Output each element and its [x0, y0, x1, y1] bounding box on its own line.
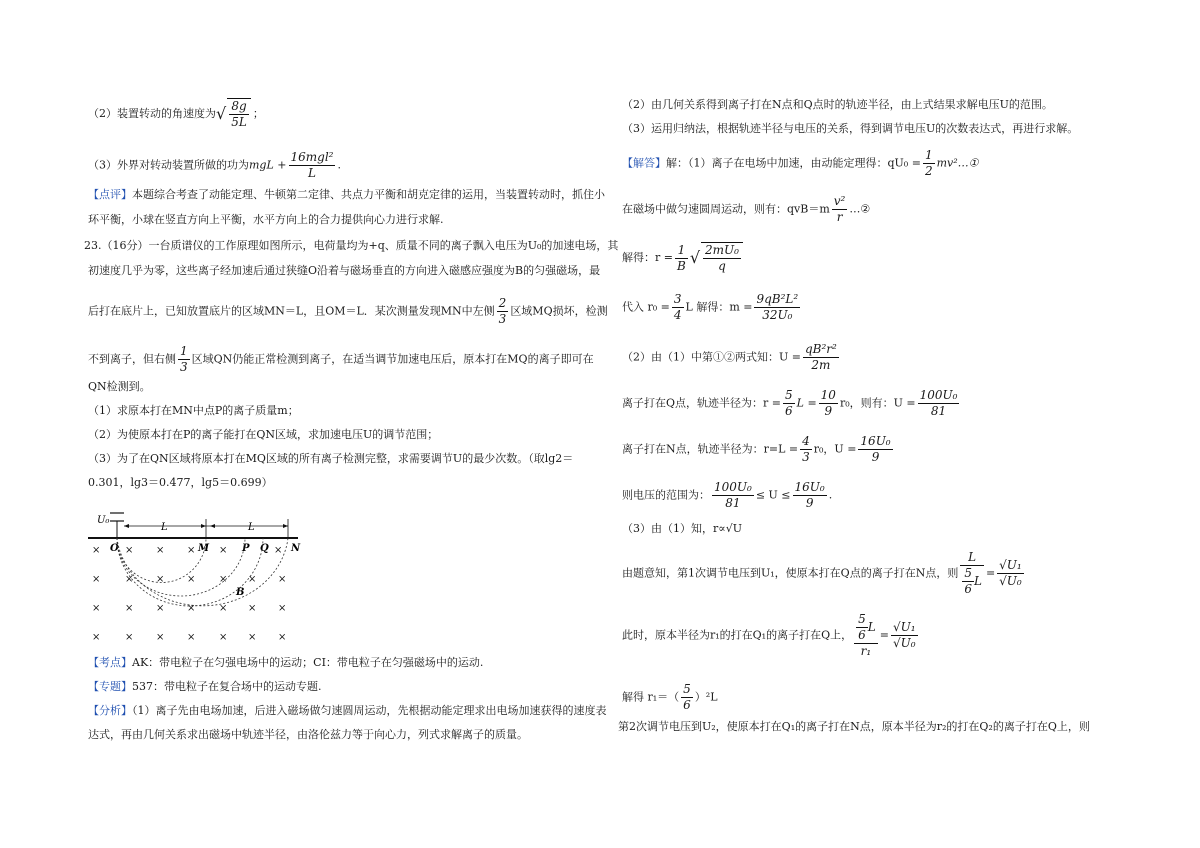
point-m-label: M: [198, 543, 210, 554]
zhuanti-line: [88, 680, 322, 694]
svg-text:×: ×: [156, 603, 165, 614]
fenxi-text-1: （1）离子先由电场加速，后进入磁场做匀速圆周运动，先根据动能定理求出电场加速获得的速度表: [132, 704, 607, 717]
svg-text:×: ×: [187, 632, 196, 643]
svg-text:×: ×: [125, 545, 134, 556]
zhuanti-tag: 【专题】: [88, 680, 132, 693]
review-line-2: [88, 213, 444, 227]
svg-text:×: ×: [125, 603, 134, 614]
svg-text:×: ×: [278, 632, 287, 643]
eq-4-text-b: L 解得：m =: [685, 300, 753, 314]
answer-3-label: （3）外界对转动装置所做的功为: [88, 158, 249, 172]
svg-text:×: ×: [92, 574, 101, 585]
eq-7-frac-a: $\frac{4}{3}$: [802, 434, 810, 464]
eq-2-frac: $\frac{\text{v²}}{r}$: [833, 194, 846, 224]
eq-7-text-b: r₀，U =: [813, 442, 857, 456]
analysis-text-2: （2）由几何关系得到离子打在N点和Q点时的轨迹半径，由上式结果求解电压U的范围。: [622, 98, 1053, 111]
svg-text:×: ×: [125, 632, 134, 643]
eq-5-frac: $\frac{\text{qB²r²}}{2m}$: [804, 342, 837, 372]
solution-eq-10: [622, 550, 1026, 597]
sub-question-3-text-1: （3）为了在QN区域将原本打在MQ区域的所有离子检测完整，求需要调节U的最少次数。（取lg2＝: [88, 452, 574, 465]
svg-text:×: ×: [92, 545, 101, 556]
svg-text:×: ×: [156, 545, 165, 556]
answer-2-label: （2）装置转动的角速度为: [88, 107, 216, 120]
svg-text:×: ×: [274, 545, 283, 556]
eq-8-text-b: ≤ U ≤: [755, 488, 791, 502]
solution-eq-5: [622, 342, 841, 373]
eq-3-sqrt: $\frac{\text{2mU₀}}{q}$: [701, 242, 743, 274]
answer-2-tail: ；: [252, 107, 264, 120]
solution-eq-13: [618, 720, 1090, 734]
review-text-1: 本题综合考查了动能定理、牛顿第二定律、共点力平衡和胡克定律的运用，当装置转动时，抓住小: [132, 188, 605, 201]
analysis-line-2: [622, 98, 1053, 112]
eq-1-text-a: 解：（1）离子在电场中加速，由动能定理得：qU₀ =: [666, 156, 921, 170]
solution-eq-6: [622, 388, 961, 419]
sub-question-1: [88, 404, 299, 418]
problem-23-text-5: QN检测到。: [88, 380, 151, 393]
eq-2-text-b: …②: [849, 202, 871, 216]
answer-3-frac: $\frac{\text{16mgl²}}{L}$: [290, 150, 334, 180]
sub-question-3-text-2: 0.301，lg3＝0.477，lg5＝0.699）: [88, 476, 273, 489]
eq-1-frac: $\frac{1}{2}$: [924, 148, 933, 178]
eq-3-frac: $\frac{1}{B}$: [676, 242, 686, 273]
eq-11-frac-b: $\frac{\text{√U₁}}{\text{√U₀}}$: [892, 620, 916, 650]
eq-8-frac-b: $\frac{\text{16U₀}}{9}$: [794, 480, 825, 510]
eq-6-text-b: L =: [796, 396, 817, 410]
eq-11-text-b: =: [879, 628, 889, 642]
svg-text:×: ×: [248, 603, 257, 614]
svg-text:×: ×: [156, 632, 165, 643]
eq-2-text-a: 在磁场中做匀速圆周运动，则有：qvB＝m: [622, 202, 830, 216]
answer-2-frac: $\frac{8g}{5L}$: [227, 98, 251, 130]
eq-4-frac: $\frac{3}{4}$: [673, 292, 682, 322]
problem-23-line-3: [88, 296, 608, 327]
eq-3-text-a: 解得：r =: [622, 251, 673, 264]
eq-12-text-b: ）²L: [694, 690, 718, 704]
point-p-label: P: [242, 543, 250, 554]
svg-text:×: ×: [219, 545, 228, 556]
eq-6-text-c: r₀，则有：U =: [839, 396, 916, 410]
solution-eq-2: [622, 194, 870, 225]
solution-eq-9: [622, 522, 742, 536]
solution-eq-4: [622, 292, 802, 323]
svg-text:×: ×: [125, 574, 134, 585]
field-marks: [92, 545, 286, 643]
problem-23-text-4a: 不到离子，但右侧: [88, 352, 176, 366]
eq-11-text-a: 此时，原本半径为r₁的打在Q₁的离子打在Q上，: [622, 628, 853, 642]
point-n-label: N: [291, 543, 301, 554]
svg-text:×: ×: [219, 632, 228, 643]
solution-eq-8: [622, 480, 832, 511]
eq-4-text-a: 代入 r₀ =: [622, 300, 670, 314]
problem-23-text-4b: 区域QN仍能正常检测到离子，在适当调节加速电压后，原本打在MQ的离子即可在: [191, 352, 594, 366]
kaodian-tag: 【考点】: [88, 656, 132, 669]
field-b-label: B: [236, 587, 245, 598]
review-line-1: [88, 188, 605, 202]
problem-23-text-2: 初速度几乎为零，这些离子经加速后通过狭缝O沿着与磁场垂直的方向进入磁感应强度为B的匀强磁场，最: [88, 264, 601, 277]
mass-spectrometer-figure: [88, 505, 318, 650]
solution-eq-7: [622, 434, 895, 465]
eq-8-text-a: 则电压的范围为：: [622, 488, 710, 502]
svg-text:×: ×: [219, 574, 228, 585]
point-o-label: O: [110, 543, 119, 554]
eq-9-text: （3）由（1）知，r∝√U: [622, 522, 742, 535]
eq-10-text-b: =: [985, 566, 996, 580]
problem-23-line-1: [84, 239, 618, 253]
svg-text:×: ×: [187, 545, 196, 556]
svg-text:×: ×: [219, 603, 228, 614]
svg-text:×: ×: [187, 603, 196, 614]
problem-23-text-1: 23.（16分）一台质谱仪的工作原理如图所示，电荷量均为+q、质量不同的离子飘入电压为U₀的加速电场，其: [84, 239, 619, 252]
solution-eq-12: [622, 682, 718, 713]
eq-10-frac-a: L $\frac{5}{6}$ L: [960, 550, 984, 597]
sub-question-2: [88, 428, 438, 442]
fenxi-line-2: [88, 728, 528, 742]
problem-23-text-3b: 区域MQ损坏，检测: [510, 304, 608, 318]
zhuanti-text: 537：带电粒子在复合场中的运动专题.: [132, 680, 322, 693]
solution-eq-3: 解得：r = $\frac{1}{B}$ √ $\frac{\text{2mU₀}}{q}$: [622, 242, 745, 274]
eq-5-text-a: （2）由（1）中第①②两式知：U =: [622, 350, 801, 364]
fraction-one-third: $\frac{1}{3}$: [180, 344, 188, 374]
u0-label: U₀: [97, 515, 110, 526]
sub-question-2-text: （2）为使原本打在P的离子能打在QN区域，求加速电压U的调节范围；: [88, 428, 439, 441]
answer-3-mid: mgL +: [249, 158, 287, 172]
point-q-label: Q: [260, 543, 269, 554]
eq-13-text: 第2次调节电压到U₂，使原本打在Q₁的离子打在N点，原本半径为r₂的打在Q₂的离子打在Q上，则: [618, 720, 1090, 733]
eq-6-frac-a: $\frac{5}{6}$: [785, 388, 793, 418]
fenxi-tag: 【分析】: [88, 704, 132, 717]
analysis-line-3: [622, 122, 1078, 136]
problem-23-line-2: [88, 264, 600, 278]
jieda-tag: 【解答】: [622, 156, 666, 170]
svg-text:×: ×: [92, 632, 101, 643]
fenxi-text-2: 达式，再由几何关系求出磁场中轨迹半径，由洛伦兹力等于向心力，列式求解离子的质量。: [88, 728, 528, 741]
mn-length-label: L: [248, 522, 255, 533]
svg-text:×: ×: [187, 574, 196, 585]
solution-eq-1: [622, 148, 979, 179]
sub-question-3-line-1: [88, 452, 573, 466]
eq-12-frac: $\frac{5}{6}$: [683, 682, 691, 712]
problem-23-line-4: [88, 344, 594, 375]
kaodian-line: [88, 656, 483, 670]
eq-8-frac-a: $\frac{\text{100U₀}}{81}$: [714, 480, 752, 510]
svg-text:×: ×: [248, 632, 257, 643]
eq-12-text-a: 解得 r₁＝（: [622, 690, 680, 704]
problem-23-text-3a: 后打在底片上，已知放置底片的区域MN＝L，且OM＝L．某次测量发现MN中左侧: [88, 304, 495, 318]
svg-text:×: ×: [278, 574, 287, 585]
eq-11-frac-a: $\frac{5}{6}$ L r₁: [854, 612, 878, 659]
eq-8-text-c: .: [828, 488, 833, 502]
om-length-label: L: [161, 522, 168, 533]
kaodian-text: AK：带电粒子在匀强电场中的运动；CI：带电粒子在匀强磁场中的运动.: [132, 656, 484, 669]
eq-10-frac-b: $\frac{\text{√U₁}}{\text{√U₀}}$: [999, 558, 1022, 588]
review-text-2: 环平衡，小球在竖直方向上平衡，水平方向上的合力提供向心力进行求解.: [88, 213, 444, 226]
svg-text:×: ×: [156, 574, 165, 585]
svg-text:×: ×: [92, 603, 101, 614]
problem-23-line-5: [88, 380, 151, 394]
sub-question-3-line-2: [88, 476, 273, 490]
analysis-text-3: （3）运用归纳法，根据轨迹半径与电压的关系，得到调节电压U的次数表达式，再进行求解。: [622, 122, 1079, 135]
svg-text:×: ×: [248, 574, 257, 585]
answer-2-line: （2）装置转动的角速度为√ $\frac{8g}{5L}$ ；: [88, 99, 264, 129]
eq-10-text-a: 由题意知，第1次调节电压到U₁，使原本打在Q点的离子打在N点，则: [622, 566, 959, 580]
fenxi-line-1: [88, 704, 607, 718]
eq-7-text-a: 离子打在N点，轨迹半径为：r=L =: [622, 442, 799, 456]
eq-6-text-a: 离子打在Q点，轨迹半径为：r =: [622, 396, 781, 410]
svg-text:×: ×: [278, 603, 287, 614]
eq-6-frac-b: $\frac{10}{9}$: [820, 388, 836, 418]
answer-3-line: [88, 150, 341, 181]
review-tag: 【点评】: [88, 188, 132, 201]
fraction-two-thirds: $\frac{2}{3}$: [498, 296, 507, 326]
eq-7-frac-b: $\frac{\text{16U₀}}{9}$: [860, 434, 891, 464]
eq-6-frac-c: $\frac{\text{100U₀}}{81}$: [919, 388, 958, 418]
sub-question-1-text: （1）求原本打在MN中点P的离子质量m；: [88, 404, 299, 417]
solution-eq-11: [622, 612, 920, 659]
answer-3-tail: .: [337, 158, 341, 172]
eq-4-mass-frac: $\frac{\text{9qB²L²}}{\text{32U₀}}$: [756, 292, 799, 322]
eq-1-text-b: mv²…①: [936, 156, 979, 170]
